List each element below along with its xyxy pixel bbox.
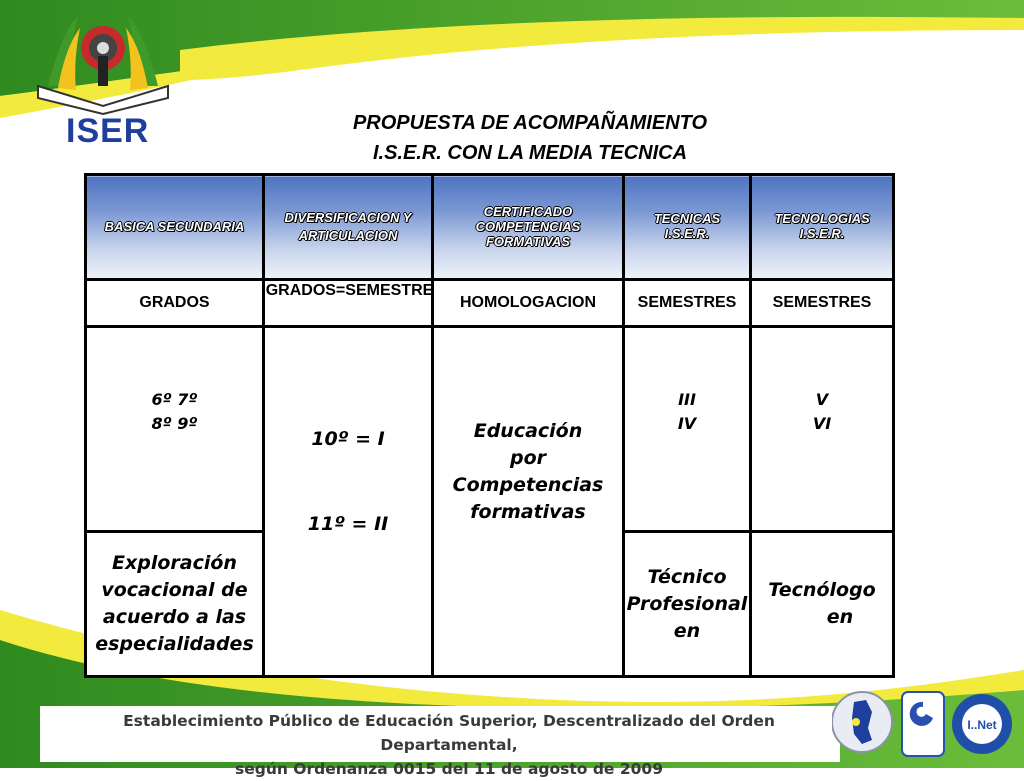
tecnico-cell — [624, 532, 751, 677]
iser-brand-text: ISER — [66, 112, 150, 150]
tecnologias-semestres-cell — [751, 327, 894, 532]
subheader-cell — [751, 280, 894, 327]
header-tecnicas: TECNICAS I.S.E.R. — [653, 211, 721, 241]
exploracion-cell — [86, 532, 264, 677]
subheader-grados: GRADOS — [139, 294, 210, 311]
header-cell — [264, 175, 433, 280]
diversificacion-line-2: 11º = II — [307, 513, 389, 535]
subheader-semestres-tecnicas: SEMESTRES — [637, 294, 737, 311]
iqnet-badge-icon — [952, 694, 1012, 754]
certificado-line-1: Educación — [473, 420, 583, 442]
grados-cell — [86, 327, 264, 532]
certification-badges — [832, 684, 1022, 764]
subheader-cell — [624, 280, 751, 327]
tecnicas-semestres-cell — [624, 327, 751, 532]
certificado-cell — [433, 327, 624, 677]
iser-logo — [18, 6, 188, 116]
header-tecnologias: TECNOLOGIAS I.S.E.R. — [774, 211, 870, 241]
header-cell — [433, 175, 624, 280]
subheader-semestres-tecnologias: SEMESTRES — [772, 294, 872, 311]
quality-seal-icon — [902, 692, 944, 756]
subheader-homologacion: HOMOLOGACION — [460, 294, 596, 311]
title-line-2: I.S.E.R. CON LA MEDIA TECNICA — [372, 142, 688, 164]
page-title — [300, 108, 760, 168]
diversificacion-cell — [264, 327, 433, 677]
tecnico-line-3: en — [673, 619, 701, 642]
header-cell — [751, 175, 894, 280]
tecnologias-line-2: VI — [812, 414, 832, 433]
diversificacion-line-1: 10º = I — [311, 428, 385, 450]
grados-line-2: 8º 9º — [151, 414, 198, 433]
tecnologo-line-1: Tecnólogo — [768, 579, 876, 601]
exploracion-line-2: vocacional de — [101, 579, 248, 601]
certificado-line-4: formativas — [470, 501, 586, 523]
exploracion-line-3: acuerdo a las — [102, 606, 247, 628]
tecnologias-line-1: V — [815, 390, 829, 409]
footer-line-1: Establecimiento Público de Educación Superior, Descentralizado del Orden Departamental, — [123, 712, 775, 754]
header-cell — [86, 175, 264, 280]
footer-text — [54, 709, 844, 781]
table-row — [86, 327, 894, 532]
accompaniment-table — [84, 173, 895, 678]
table-header-row — [86, 175, 894, 280]
subheader-cell — [433, 280, 624, 327]
exploracion-line-4: especialidades — [95, 633, 254, 655]
iqnet-label: I..Net — [967, 718, 997, 732]
tecnico-line-1: Técnico — [647, 565, 727, 588]
subheader-cell — [86, 280, 264, 327]
subheader-cell — [264, 280, 433, 327]
grados-line-1: 6º 7º — [151, 390, 198, 409]
colombia-map-badge-icon — [832, 692, 892, 752]
footer-line-2: según Ordenanza 0015 del 11 de agosto de 2009 — [235, 760, 663, 778]
table-subheader-row — [86, 280, 894, 327]
certificado-line-3: Competencias — [452, 474, 604, 496]
tecnologo-cell — [751, 532, 894, 677]
title-line-1: PROPUESTA DE ACOMPAÑAMIENTO — [352, 112, 708, 134]
tecnicas-line-1: III — [678, 390, 696, 409]
header-diversificacion: DIVERSIFICACION Y ARTICULACION — [284, 210, 412, 243]
header-certificado: CERTIFICADO COMPETENCIAS FORMATIVAS — [475, 203, 581, 249]
subheader-grados-semestre: GRADOS=SEMESTRE — [265, 282, 434, 299]
tecnologo-line-2: en — [826, 606, 854, 628]
certificado-line-2: por — [509, 447, 547, 469]
tecnico-line-2: Profesional — [626, 592, 748, 615]
header-cell — [624, 175, 751, 280]
header-basica-secundaria: BASICA SECUNDARIA — [104, 219, 245, 234]
exploracion-line-1: Exploración — [112, 552, 237, 574]
tecnicas-line-2: IV — [677, 414, 697, 433]
